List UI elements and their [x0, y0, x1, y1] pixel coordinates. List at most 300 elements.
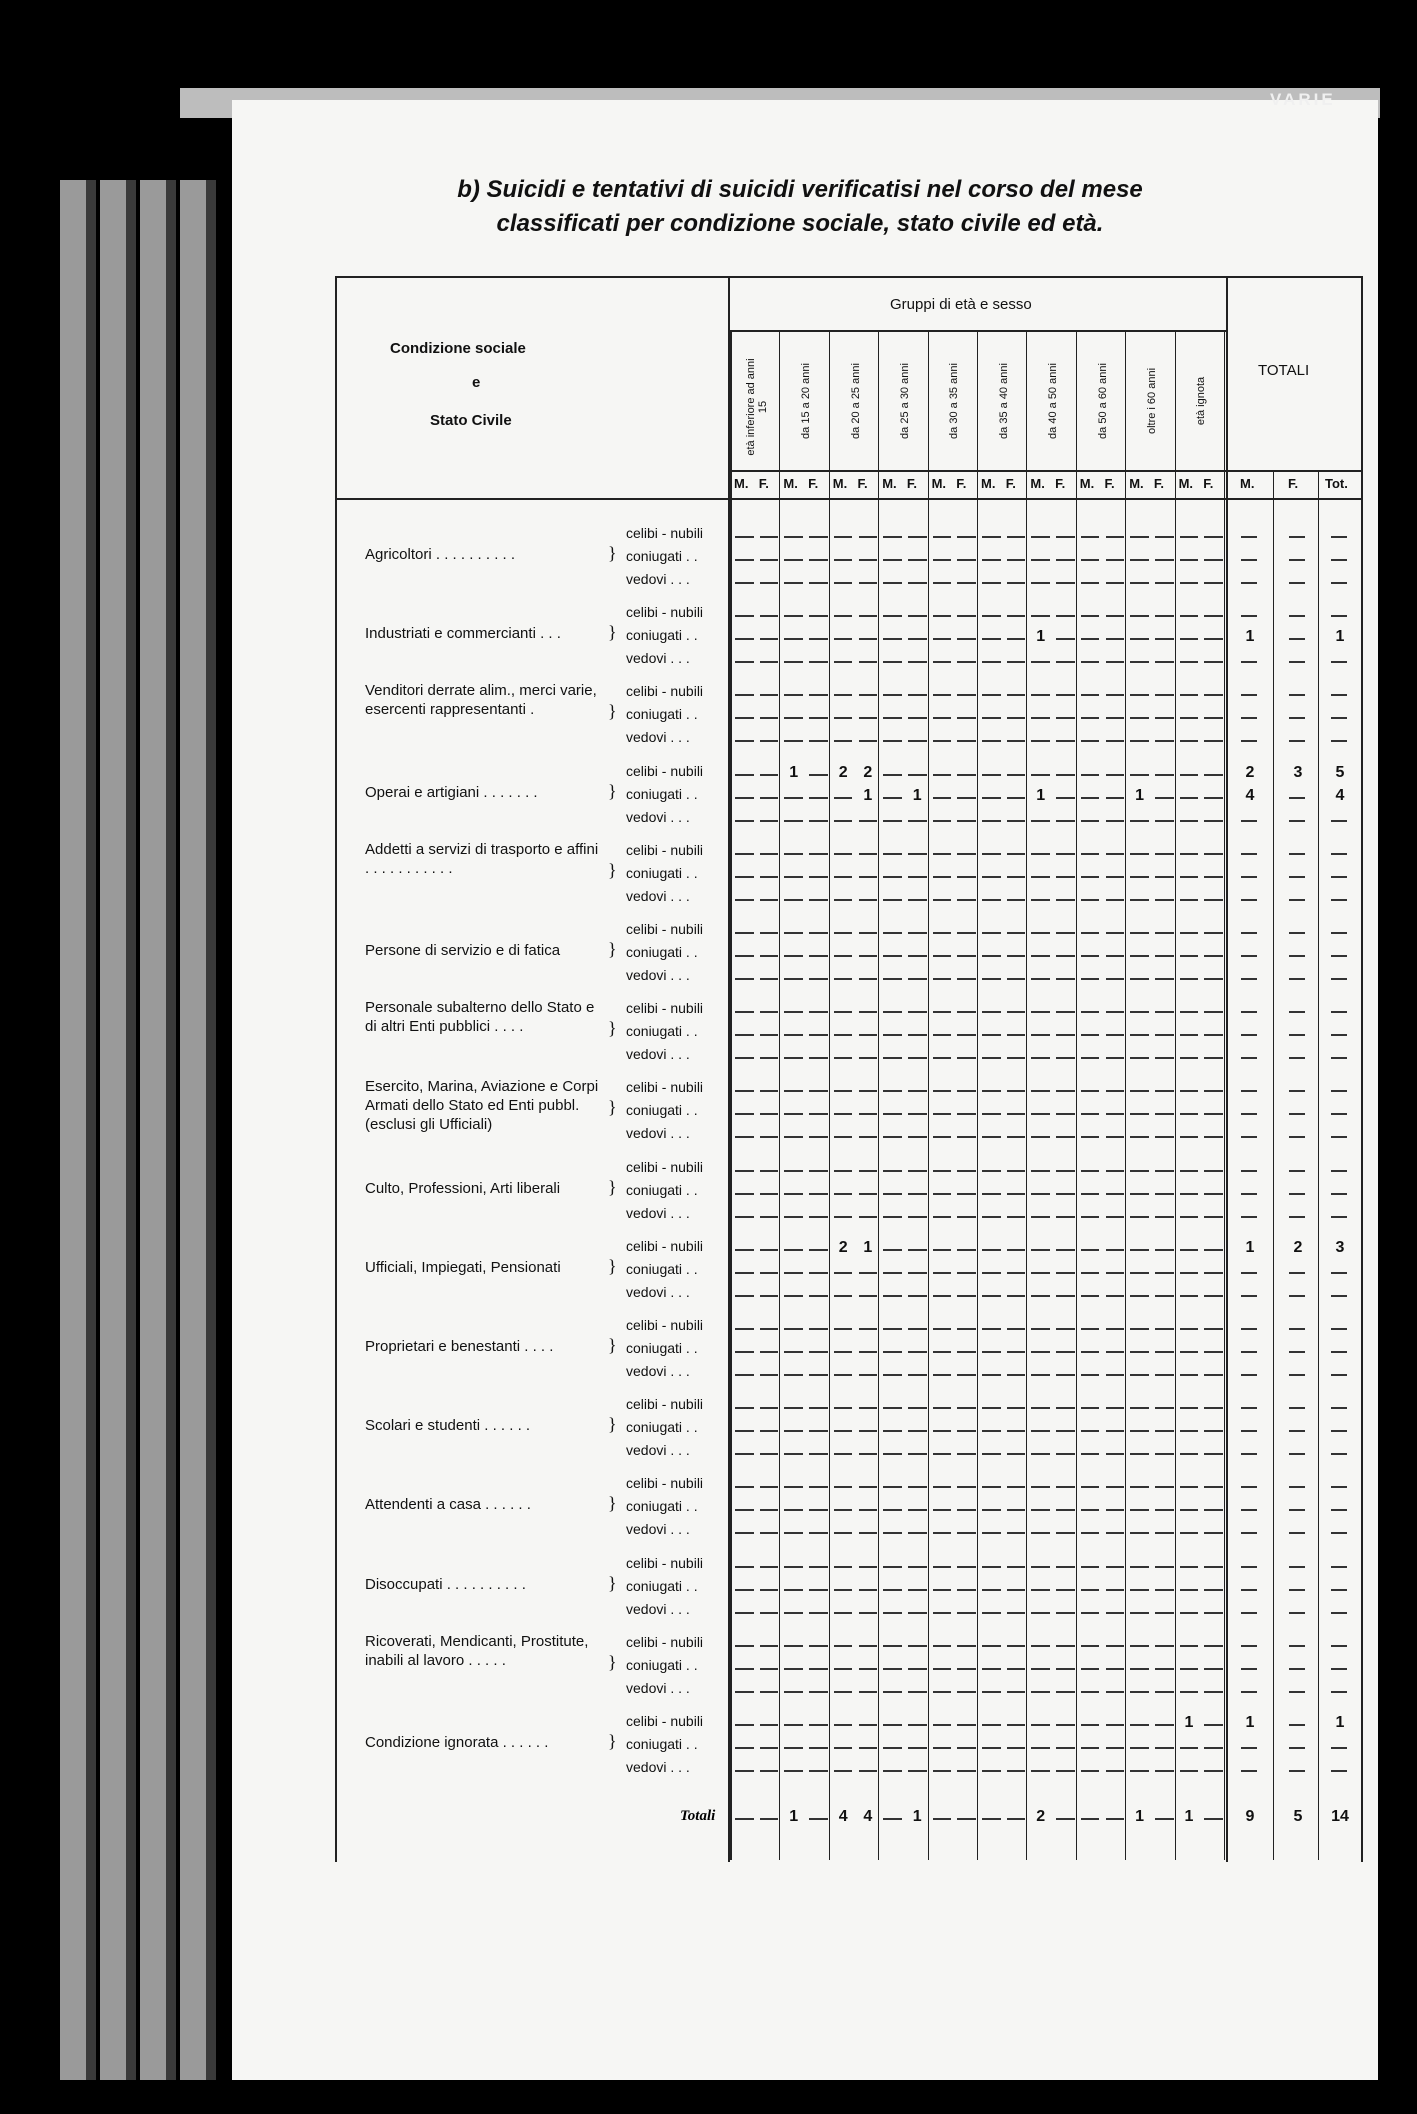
empty-cell-dash — [784, 1113, 803, 1115]
empty-cell-dash — [1130, 1668, 1149, 1670]
empty-cell-dash — [1031, 1486, 1050, 1488]
empty-cell-dash — [760, 536, 779, 538]
empty-cell-dash — [760, 876, 779, 878]
empty-cell-dash — [933, 1691, 952, 1693]
empty-cell-dash — [982, 1724, 1001, 1726]
empty-cell-dash — [1007, 1566, 1026, 1568]
empty-cell-dash — [1031, 615, 1050, 617]
empty-cell-dash — [735, 853, 754, 855]
empty-cell-dash — [834, 661, 853, 663]
empty-cell-dash — [1031, 1612, 1050, 1614]
empty-cell-dash — [784, 740, 803, 742]
empty-cell-dash — [1130, 1090, 1149, 1092]
empty-cell-dash — [1056, 582, 1075, 584]
empty-cell-dash — [1289, 1136, 1305, 1138]
empty-cell-dash — [1331, 820, 1347, 822]
empty-cell-dash — [982, 694, 1001, 696]
empty-cell-dash — [1130, 1612, 1149, 1614]
empty-cell-dash — [1289, 1532, 1305, 1534]
empty-cell-dash — [1031, 820, 1050, 822]
empty-cell-dash — [933, 1136, 952, 1138]
empty-cell-dash — [1081, 1057, 1100, 1059]
empty-cell-dash — [1241, 1566, 1257, 1568]
empty-cell-dash — [735, 820, 754, 822]
empty-cell-dash — [1331, 955, 1347, 957]
empty-cell-dash — [957, 797, 976, 799]
empty-cell-dash — [883, 955, 902, 957]
empty-cell-dash — [1180, 582, 1199, 584]
totals-row-label: Totali — [680, 1808, 716, 1824]
empty-cell-dash — [809, 1724, 828, 1726]
empty-cell-dash — [859, 1216, 878, 1218]
empty-cell-dash — [933, 1645, 952, 1647]
empty-cell-dash — [784, 932, 803, 934]
empty-cell-dash — [933, 1328, 952, 1330]
empty-cell-dash — [1031, 740, 1050, 742]
empty-cell-dash — [1056, 1011, 1075, 1013]
empty-cell-dash — [1204, 1011, 1223, 1013]
empty-cell-dash — [1130, 1057, 1149, 1059]
brace-glyph: } — [608, 859, 617, 880]
empty-cell-dash — [760, 1724, 779, 1726]
empty-cell-dash — [784, 661, 803, 663]
brace-glyph: } — [608, 780, 617, 801]
cell-value: 1 — [907, 787, 927, 805]
empty-cell-dash — [784, 820, 803, 822]
empty-cell-dash — [735, 1193, 754, 1195]
empty-cell-dash — [1056, 955, 1075, 957]
empty-cell-dash — [883, 1532, 902, 1534]
empty-cell-dash — [1130, 1532, 1149, 1534]
empty-cell-dash — [735, 1216, 754, 1218]
empty-cell-dash — [834, 1770, 853, 1772]
empty-cell-dash — [834, 1668, 853, 1670]
empty-cell-dash — [933, 615, 952, 617]
civil-status-label: coniugati . . — [626, 1102, 698, 1119]
civil-status-label: vedovi . . . — [626, 1521, 690, 1538]
empty-cell-dash — [933, 1770, 952, 1772]
empty-cell-dash — [1007, 661, 1026, 663]
empty-cell-dash — [1289, 559, 1305, 561]
empty-cell-dash — [982, 536, 1001, 538]
empty-cell-dash — [933, 1407, 952, 1409]
empty-cell-dash — [1031, 1216, 1050, 1218]
empty-cell-dash — [760, 797, 779, 799]
empty-cell-dash — [1241, 1295, 1257, 1297]
empty-cell-dash — [1180, 978, 1199, 980]
empty-cell-dash — [1289, 1374, 1305, 1376]
empty-cell-dash — [933, 717, 952, 719]
empty-cell-dash — [1130, 559, 1149, 561]
empty-cell-dash — [760, 853, 779, 855]
empty-cell-dash — [957, 1351, 976, 1353]
empty-cell-dash — [1106, 740, 1125, 742]
empty-cell-dash — [784, 1770, 803, 1772]
empty-cell-dash — [957, 1612, 976, 1614]
empty-cell-dash — [1031, 661, 1050, 663]
empty-cell-dash — [1289, 1272, 1305, 1274]
brace-glyph: } — [608, 701, 617, 722]
empty-cell-dash — [834, 638, 853, 640]
empty-cell-dash — [1289, 1351, 1305, 1353]
empty-cell-dash — [1081, 582, 1100, 584]
empty-cell-dash — [1289, 582, 1305, 584]
age-group-label: età inferiore ad anni 15 — [744, 358, 769, 456]
empty-cell-dash — [735, 876, 754, 878]
empty-cell-dash — [834, 1430, 853, 1432]
empty-cell-dash — [1180, 853, 1199, 855]
empty-cell-dash — [1204, 1668, 1223, 1670]
empty-cell-dash — [1180, 1691, 1199, 1693]
empty-cell-dash — [957, 615, 976, 617]
empty-cell-dash — [933, 1818, 952, 1820]
empty-cell-dash — [735, 1770, 754, 1772]
empty-cell-dash — [933, 1351, 952, 1353]
category-label: Operai e artigiani . . . . . . . — [365, 783, 538, 801]
empty-cell-dash — [1031, 1272, 1050, 1274]
empty-cell-dash — [1081, 1374, 1100, 1376]
empty-cell-dash — [1180, 1747, 1199, 1749]
civil-status-label: vedovi . . . — [626, 1363, 690, 1379]
empty-cell-dash — [1130, 1328, 1149, 1330]
empty-cell-dash — [1056, 1453, 1075, 1455]
brace-glyph: } — [608, 543, 617, 563]
empty-cell-dash — [1180, 1170, 1199, 1172]
empty-cell-dash — [1180, 1668, 1199, 1670]
empty-cell-dash — [957, 638, 976, 640]
empty-cell-dash — [1204, 853, 1223, 855]
empty-cell-dash — [908, 1668, 927, 1670]
binding-shadow — [60, 180, 86, 2080]
empty-cell-dash — [1289, 1328, 1305, 1330]
empty-cell-dash — [1031, 1589, 1050, 1591]
empty-cell-dash — [1331, 1645, 1347, 1647]
empty-cell-dash — [1056, 1668, 1075, 1670]
empty-cell-dash — [933, 774, 952, 776]
empty-cell-dash — [1007, 1034, 1026, 1036]
empty-cell-dash — [859, 1724, 878, 1726]
age-column-divider — [1076, 330, 1077, 1860]
header-totals: TOTALI — [1258, 362, 1310, 379]
category-label: Proprietari e benestanti . . . . — [365, 1338, 554, 1355]
cell-value: 1 — [1330, 1714, 1350, 1732]
empty-cell-dash — [809, 1532, 828, 1534]
empty-cell-dash — [859, 1612, 878, 1614]
empty-cell-dash — [957, 1328, 976, 1330]
empty-cell-dash — [859, 932, 878, 934]
empty-cell-dash — [1180, 559, 1199, 561]
empty-cell-dash — [735, 1090, 754, 1092]
empty-cell-dash — [809, 661, 828, 663]
empty-cell-dash — [1155, 1566, 1174, 1568]
empty-cell-dash — [1081, 1691, 1100, 1693]
empty-cell-dash — [883, 1113, 902, 1115]
empty-cell-dash — [957, 1724, 976, 1726]
empty-cell-dash — [1007, 1430, 1026, 1432]
empty-cell-dash — [908, 1645, 927, 1647]
empty-cell-dash — [1155, 1011, 1174, 1013]
empty-cell-dash — [784, 1724, 803, 1726]
empty-cell-dash — [957, 899, 976, 901]
civil-status-label: celibi - nubili — [626, 1317, 704, 1333]
empty-cell-dash — [1241, 1170, 1257, 1172]
empty-cell-dash — [1155, 1113, 1174, 1115]
empty-cell-dash — [982, 1566, 1001, 1568]
empty-cell-dash — [1130, 1374, 1149, 1376]
category-label: Agricoltori . . . . . . . . . . — [365, 546, 516, 563]
empty-cell-dash — [1204, 1351, 1223, 1353]
empty-cell-dash — [1081, 932, 1100, 934]
empty-cell-dash — [1031, 876, 1050, 878]
empty-cell-dash — [1204, 1407, 1223, 1409]
empty-cell-dash — [809, 1057, 828, 1059]
sex-label-male: M. — [931, 476, 947, 491]
empty-cell-dash — [760, 1136, 779, 1138]
empty-cell-dash — [1056, 1328, 1075, 1330]
empty-cell-dash — [1056, 1057, 1075, 1059]
empty-cell-dash — [760, 1374, 779, 1376]
empty-cell-dash — [859, 1272, 878, 1274]
civil-status-label: vedovi . . . — [626, 650, 690, 667]
empty-cell-dash — [1031, 1770, 1050, 1772]
empty-cell-dash — [1056, 694, 1075, 696]
civil-status-label: vedovi . . . — [626, 1679, 690, 1696]
empty-cell-dash — [883, 1566, 902, 1568]
empty-cell-dash — [809, 536, 828, 538]
empty-cell-dash — [1331, 1453, 1347, 1455]
empty-cell-dash — [859, 1453, 878, 1455]
empty-cell-dash — [1007, 1090, 1026, 1092]
empty-cell-dash — [1155, 559, 1174, 561]
empty-cell-dash — [908, 1374, 927, 1376]
empty-cell-dash — [859, 1566, 878, 1568]
empty-cell-dash — [908, 582, 927, 584]
empty-cell-dash — [1081, 797, 1100, 799]
empty-cell-dash — [859, 536, 878, 538]
empty-cell-dash — [1331, 582, 1347, 584]
empty-cell-dash — [957, 1532, 976, 1534]
empty-cell-dash — [1031, 1011, 1050, 1013]
empty-cell-dash — [1106, 694, 1125, 696]
empty-cell-dash — [957, 1589, 976, 1591]
cell-value: 1 — [1031, 787, 1051, 805]
empty-cell-dash — [1130, 717, 1149, 719]
empty-cell-dash — [760, 1612, 779, 1614]
empty-cell-dash — [859, 1057, 878, 1059]
empty-cell-dash — [1241, 1136, 1257, 1138]
empty-cell-dash — [982, 638, 1001, 640]
empty-cell-dash — [883, 1612, 902, 1614]
empty-cell-dash — [784, 1170, 803, 1172]
empty-cell-dash — [982, 932, 1001, 934]
empty-cell-dash — [933, 1090, 952, 1092]
empty-cell-dash — [1331, 1566, 1347, 1568]
empty-cell-dash — [1155, 1407, 1174, 1409]
empty-cell-dash — [1081, 1645, 1100, 1647]
empty-cell-dash — [982, 820, 1001, 822]
brace-glyph: } — [608, 1493, 617, 1514]
empty-cell-dash — [1007, 1249, 1026, 1251]
empty-cell-dash — [1155, 1272, 1174, 1274]
empty-cell-dash — [1106, 1589, 1125, 1591]
empty-cell-dash — [883, 1090, 902, 1092]
empty-cell-dash — [933, 1453, 952, 1455]
civil-status-label: coniugati . . — [626, 864, 698, 881]
empty-cell-dash — [1204, 1113, 1223, 1115]
empty-cell-dash — [1081, 978, 1100, 980]
empty-cell-dash — [784, 1351, 803, 1353]
empty-cell-dash — [957, 740, 976, 742]
empty-cell-dash — [760, 740, 779, 742]
civil-status-label: coniugati . . — [626, 1577, 698, 1594]
empty-cell-dash — [883, 582, 902, 584]
empty-cell-dash — [784, 1691, 803, 1693]
empty-cell-dash — [1331, 1589, 1347, 1591]
empty-cell-dash — [908, 820, 927, 822]
table-border-top — [335, 276, 1363, 278]
empty-cell-dash — [1081, 1430, 1100, 1432]
empty-cell-dash — [1031, 978, 1050, 980]
empty-cell-dash — [1130, 740, 1149, 742]
empty-cell-dash — [908, 1113, 927, 1115]
brace-glyph: } — [608, 1255, 617, 1276]
empty-cell-dash — [760, 1011, 779, 1013]
empty-cell-dash — [1106, 1430, 1125, 1432]
empty-cell-dash — [784, 1668, 803, 1670]
empty-cell-dash — [982, 1770, 1001, 1772]
empty-cell-dash — [883, 978, 902, 980]
empty-cell-dash — [760, 1170, 779, 1172]
empty-cell-dash — [1056, 1193, 1075, 1195]
empty-cell-dash — [1106, 582, 1125, 584]
civil-status-label: celibi - nubili — [626, 683, 704, 700]
cell-value: 4 — [833, 1808, 853, 1826]
empty-cell-dash — [760, 661, 779, 663]
empty-cell-dash — [1106, 1193, 1125, 1195]
empty-cell-dash — [1056, 797, 1075, 799]
empty-cell-dash — [1081, 1011, 1100, 1013]
empty-cell-dash — [1081, 1090, 1100, 1092]
empty-cell-dash — [1106, 1136, 1125, 1138]
empty-cell-dash — [735, 1057, 754, 1059]
empty-cell-dash — [957, 1216, 976, 1218]
empty-cell-dash — [859, 1532, 878, 1534]
empty-cell-dash — [1155, 638, 1174, 640]
empty-cell-dash — [735, 740, 754, 742]
empty-cell-dash — [1180, 1532, 1199, 1534]
empty-cell-dash — [859, 1589, 878, 1591]
age-column-divider — [878, 330, 879, 1860]
age-column-divider — [1175, 330, 1176, 1860]
empty-cell-dash — [834, 1374, 853, 1376]
empty-cell-dash — [1331, 1691, 1347, 1693]
empty-cell-dash — [809, 1509, 828, 1511]
empty-cell-dash — [1130, 1645, 1149, 1647]
binding-shadow — [86, 180, 96, 2080]
empty-cell-dash — [1180, 740, 1199, 742]
empty-cell-dash — [883, 1747, 902, 1749]
empty-cell-dash — [1241, 1589, 1257, 1591]
civil-status-label: vedovi . . . — [626, 1125, 690, 1142]
empty-cell-dash — [1081, 1724, 1100, 1726]
empty-cell-dash — [908, 1216, 927, 1218]
empty-cell-dash — [1289, 876, 1305, 878]
empty-cell-dash — [1241, 1407, 1257, 1409]
empty-cell-dash — [834, 1645, 853, 1647]
empty-cell-dash — [809, 694, 828, 696]
empty-cell-dash — [1007, 932, 1026, 934]
empty-cell-dash — [1155, 1724, 1174, 1726]
empty-cell-dash — [1155, 820, 1174, 822]
empty-cell-dash — [1155, 1216, 1174, 1218]
empty-cell-dash — [957, 1747, 976, 1749]
empty-cell-dash — [1180, 797, 1199, 799]
empty-cell-dash — [1289, 1509, 1305, 1511]
empty-cell-dash — [809, 615, 828, 617]
empty-cell-dash — [1031, 1328, 1050, 1330]
empty-cell-dash — [982, 1328, 1001, 1330]
empty-cell-dash — [1031, 1113, 1050, 1115]
empty-cell-dash — [908, 1509, 927, 1511]
empty-cell-dash — [1241, 899, 1257, 901]
empty-cell-dash — [809, 1328, 828, 1330]
empty-cell-dash — [1106, 1272, 1125, 1274]
civil-status-label: coniugati . . — [626, 1736, 698, 1752]
table-border-right — [1361, 276, 1363, 1862]
empty-cell-dash — [834, 1011, 853, 1013]
empty-cell-dash — [1056, 1532, 1075, 1534]
empty-cell-dash — [1155, 582, 1174, 584]
empty-cell-dash — [834, 694, 853, 696]
empty-cell-dash — [859, 1509, 878, 1511]
empty-cell-dash — [735, 1272, 754, 1274]
empty-cell-dash — [1331, 559, 1347, 561]
empty-cell-dash — [908, 615, 927, 617]
empty-cell-dash — [933, 1589, 952, 1591]
empty-cell-dash — [1331, 1430, 1347, 1432]
empty-cell-dash — [1031, 1090, 1050, 1092]
empty-cell-dash — [982, 1057, 1001, 1059]
empty-cell-dash — [859, 638, 878, 640]
empty-cell-dash — [1155, 899, 1174, 901]
civil-status-label: coniugati . . — [626, 944, 698, 960]
empty-cell-dash — [1289, 1170, 1305, 1172]
empty-cell-dash — [1289, 1113, 1305, 1115]
empty-cell-dash — [859, 717, 878, 719]
empty-cell-dash — [982, 955, 1001, 957]
empty-cell-dash — [760, 582, 779, 584]
empty-cell-dash — [834, 1351, 853, 1353]
sex-label-female: F. — [956, 476, 967, 491]
empty-cell-dash — [735, 1589, 754, 1591]
empty-cell-dash — [1130, 853, 1149, 855]
empty-cell-dash — [859, 1170, 878, 1172]
empty-cell-dash — [1155, 1668, 1174, 1670]
empty-cell-dash — [809, 1430, 828, 1432]
empty-cell-dash — [1331, 1328, 1347, 1330]
empty-cell-dash — [933, 876, 952, 878]
empty-cell-dash — [809, 1668, 828, 1670]
empty-cell-dash — [1056, 1747, 1075, 1749]
empty-cell-dash — [735, 1668, 754, 1670]
empty-cell-dash — [1007, 1328, 1026, 1330]
empty-cell-dash — [1106, 1509, 1125, 1511]
header-civil-status: Stato Civile — [430, 412, 512, 429]
empty-cell-dash — [735, 797, 754, 799]
empty-cell-dash — [1081, 1532, 1100, 1534]
empty-cell-dash — [957, 1136, 976, 1138]
empty-cell-dash — [1331, 1057, 1347, 1059]
